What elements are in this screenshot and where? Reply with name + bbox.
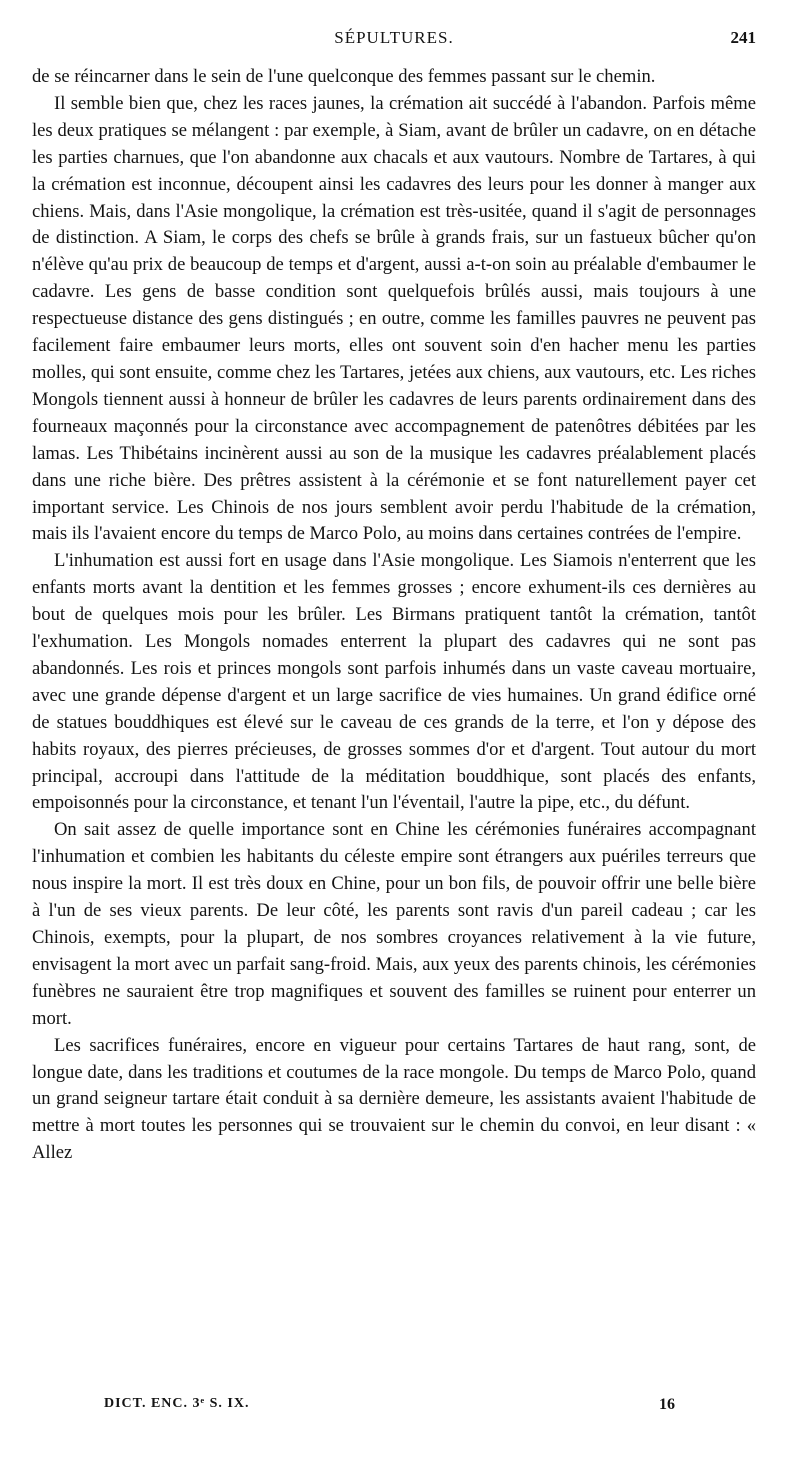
page-footer (104, 1396, 756, 1420)
sheet-number: 16 (659, 1396, 675, 1413)
paragraph: On sait assez de quelle importance sont en Chine les cérémonies funéraires accompagnant l'inhumation et combien les habitants du céleste empire sont étrangers aux puériles terreurs que nous inspire la mort. Il est très doux en Chine, pour un bon fils, de pouvoir offrir une belle bière à l'un de ses vieux parents. De leur côté, les parents sont ravis d'un pareil cadeau ; car les Chinois, exempts, pour la plupart, de nos sombres croyances relativement à la vie future, envisagent la mort avec un parfait sang-froid. Mais, aux yeux des parents chinois, les cérémonies funèbres ne sauraient être trop magnifiques et souvent des familles se ruinent pour enterrer un mort. (32, 819, 756, 1029)
paragraph: Il semble bien que, chez les races jaunes, la crémation ait succédé à l'abandon. Parfois même les deux pratiques se mélangent : par exemple, à Siam, avant de brûler un cadavre, on en détache les parties charnues, que l'on abandonne aux chacals et aux vautours. Nombre de Tartares, à qui la crémation est inconnue, découpent ainsi les cadavres des leurs pour les donner à manger aux chiens. Mais, dans l'Asie mongolique, la crémation est très-usitée, quand il s'agit de personnages de distinction. A Siam, le corps des chefs se brûle à grands frais, sur un fastueux bûcher qu'on n'élève qu'au prix de beaucoup de temps et d'argent, aussi a-t-on soin au préalable d'embaumer le cadavre. Les gens de basse condition sont quelquefois brûlés aussi, mais toujours à une respectueuse distance des gens distingués ; en outre, comme les familles pauvres ne peuvent pas facilement faire embaumer leurs morts, elles ont souvent soin d'en hacher menu les parties molles, qui sont ensuite, comme chez les Tartares, jetées aux chiens, aux vautours, etc. Les riches Mongols tiennent aussi à honneur de brûler les cadavres de leurs parents ordinairement dans des fourneaux maçonnés pour la circonstance avec accompagnement de patenôtres débitées par les lamas. Les Thibétains incinèrent aussi au son de la musique les cadavres préalablement placés dans une riche bière. Des prêtres assistent à la cérémonie et se font naturellement payer cet important service. Les Chinois de nos jours semblent avoir perdu l'habitude de la crémation, mais ils l'avaient encore du temps de Marco Polo, au moins dans certaines contrées de l'empire. (32, 92, 756, 545)
document-page (32, 28, 756, 1468)
paragraph: L'inhumation est aussi fort en usage dans l'Asie mongolique. Les Siamois n'enterrent que les enfants morts avant la dentition et les femmes grosses ; encore exhument-ils ces dernières au bout de quelques mois pour les brûler. Les Birmans pratiquent tantôt la crémation, tantôt l'exhumation. Les Mongols nomades enterrent la plupart des cadavres qui ne sont pas abandonnés. Les rois et princes mongols sont parfois inhumés dans un vaste caveau mortuaire, avec une grande dépense d'argent et un large sacrifice de vies humaines. Un grand édifice orné de statues bouddhiques est élevé sur le caveau de ces grands de la terre, et l'on y dépose des habits royaux, des pierres précieuses, de grosses sommes d'or et d'argent. Tout autour du mort principal, accroupi dans l'attitude de la méditation bouddhique, sont placés des enfants, empoisonnés pour la circonstance, et tenant l'un l'éventail, l'autre la pipe, etc., du défunt. (32, 550, 756, 814)
paragraph: Les sacrifices funéraires, encore en vigueur pour certains Tartares de haut rang, sont, de longue date, dans les traditions et coutumes de la race mongole. Du temps de Marco Polo, quand un grand seigneur tartare était conduit à sa dernière demeure, les assistants avaient l'habitude de mettre à mort toutes les personnes qui se trouvaient sur le chemin du convoi, en leur disant : « Allez (32, 1034, 756, 1164)
running-header (32, 28, 756, 56)
page-number: 241 (730, 28, 756, 47)
body-text (32, 64, 756, 1167)
running-title: SÉPULTURES. (334, 28, 454, 47)
paragraph: de se réincarner dans le sein de l'une quelconque des femmes passant sur le chemin. (32, 66, 656, 87)
printer-signature: DICT. ENC. 3ᵉ S. IX. (104, 1396, 250, 1411)
